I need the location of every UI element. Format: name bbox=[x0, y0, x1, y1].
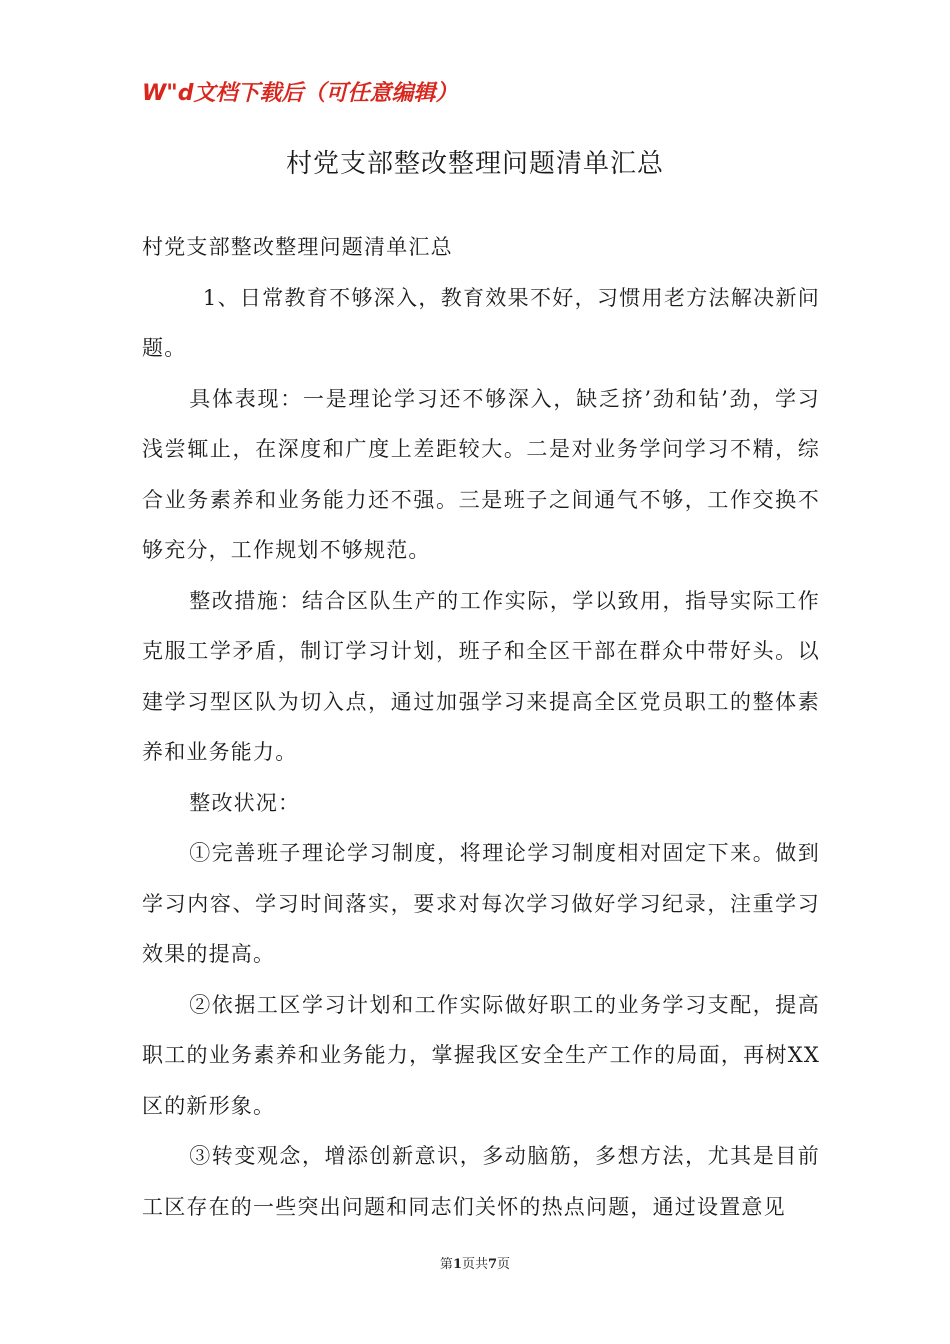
paragraph-status-3: ③转变观念，增添创新意识，多动脑筋，多想方法，尤其是目前工区存在的一些突出问题和同志们关怀的热点问题，通过设置意见 bbox=[142, 1144, 820, 1219]
document-title: 村党支部整改整理问题清单汇总 bbox=[285, 149, 664, 179]
footer-prefix: 第 bbox=[439, 1257, 453, 1272]
document-body bbox=[142, 222, 820, 1232]
page-footer bbox=[0, 1253, 950, 1272]
paragraph-performance: 具体表现：一是理论学习还不够深入，缺乏挤’劲和钻’劲，学习浅尝辄止，在深度和广度上差距较大。二是对业务学问学习不精，综合业务素养和业务能力还不强。三是班子之间通气不够，工作交换不够充分，工作规划不够规范。 bbox=[142, 386, 820, 562]
footer-current-page: 1 bbox=[452, 1257, 462, 1272]
paragraph-measures: 整改措施：结合区队生产的工作实际，学以致用，指导实际工作克服工学矛盾，制订学习计划，班子和全区干部在群众中带好头。以建学习型区队为切入点，通过加强学习来提高全区党员职工的整体素养和业务能力。 bbox=[142, 588, 820, 764]
paragraph-status-heading: 整改状况： bbox=[189, 790, 301, 815]
footer-suffix: 页 bbox=[497, 1257, 511, 1272]
body-subtitle: 村党支部整改整理问题清单汇总 bbox=[142, 235, 453, 259]
paragraph-status-2: ②依据工区学习计划和工作实际做好职工的业务学习支配，提高职工的业务素养和业务能力，掌握我区安全生产工作的局面，再树XX区的新形象。 bbox=[142, 992, 820, 1118]
download-banner: W"d文档下载后（可任意编辑） bbox=[142, 81, 458, 106]
footer-total-pages: 7 bbox=[488, 1257, 498, 1272]
footer-middle: 页共 bbox=[461, 1257, 488, 1272]
paragraph-status-1: ①完善班子理论学习制度，将理论学习制度相对固定下来。做到学习内容、学习时间落实，要求对每次学习做好学习纪录，注重学习效果的提高。 bbox=[142, 841, 820, 966]
paragraph-item-1: 1、日常教育不够深入，教育效果不好，习惯用老方法解决新问题。 bbox=[142, 285, 820, 360]
